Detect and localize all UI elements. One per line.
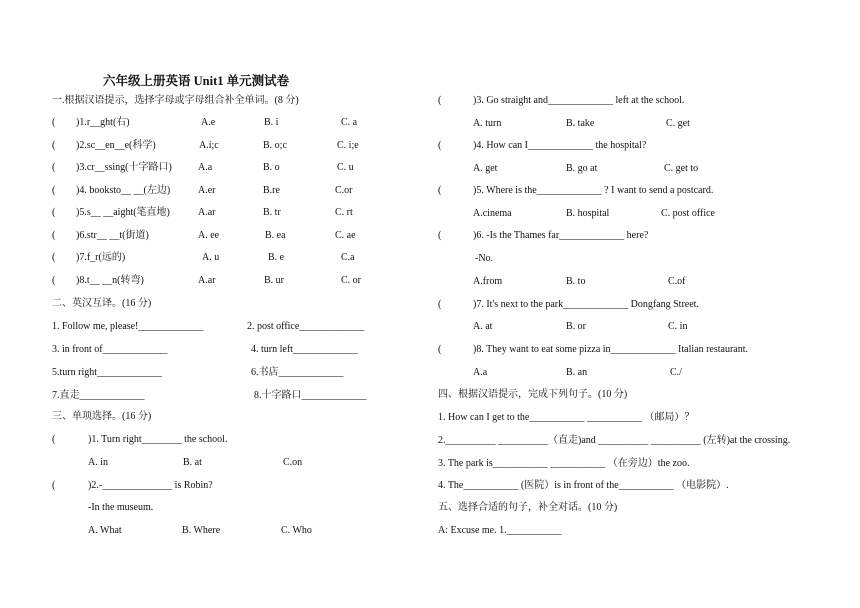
dialogue-line: A: Excuse me. 1.___________ [438, 525, 562, 536]
option-c: C.on [283, 457, 303, 468]
option-a: A. in [88, 457, 108, 468]
option-b: B. take [566, 118, 595, 129]
option-c: C. in [668, 321, 688, 332]
option-a: A.ar [198, 207, 216, 218]
option-a: A. turn [473, 118, 502, 129]
option-b: B. i [264, 117, 279, 128]
answer-paren: ( [52, 275, 56, 286]
page-title: 六年级上册英语 Unit1 单元测试卷 [103, 74, 290, 88]
option-a: A.er [198, 185, 216, 196]
option-c: C./ [670, 367, 682, 378]
option-b: B. o;c [263, 140, 287, 151]
translation-item: 5.turn right_____________ [52, 367, 162, 378]
question-text: )7.f_r(远的) [76, 252, 126, 263]
question-text: )8.t__ __n(转弯) [76, 275, 144, 286]
option-b: B. Where [182, 525, 221, 536]
answer-paren: ( [52, 434, 56, 445]
answer-paren: ( [52, 162, 56, 173]
option-c: C.of [668, 276, 686, 287]
answer-paren: ( [52, 140, 56, 151]
completion-item: 3. The park is___________ ___________ （在旁边）the zoo. [438, 458, 690, 469]
option-c: C. a [341, 117, 358, 128]
completion-item: 2.__________ __________（直走)and __________ __________ (左转)at the crossing. [438, 435, 791, 446]
option-a: A.a [473, 367, 488, 378]
option-b: B. tr [263, 207, 281, 218]
translation-item: 4. turn left_____________ [251, 344, 358, 355]
option-a: A. u [202, 252, 220, 263]
answer-paren: ( [52, 230, 56, 241]
option-c: C. get [666, 118, 690, 129]
option-a: A.from [473, 276, 503, 287]
option-c: C. i;e [337, 140, 359, 151]
option-b: B. an [566, 367, 588, 378]
option-a: A.a [198, 162, 213, 173]
answer-paren: ( [438, 299, 442, 310]
option-c: C. post office [661, 208, 715, 219]
option-b: B. ur [264, 275, 284, 286]
option-b: B. to [566, 276, 586, 287]
question-text: )3.cr__ssing(十字路口) [76, 162, 172, 173]
answer-paren: ( [438, 344, 442, 355]
question-text: )4. booksto__ __(左边) [76, 185, 171, 196]
option-a: A.cinema [473, 208, 512, 219]
question-text: )1.r__ght(右) [76, 117, 130, 128]
option-a: A. get [473, 163, 498, 174]
option-b: B. or [566, 321, 586, 332]
section-4-heading: 四、根据汉语提示，完成下列句子。(10 分) [438, 389, 628, 400]
translation-item: 7.直走_____________ [52, 390, 145, 401]
translation-item: 6.书店_____________ [251, 367, 344, 378]
option-a: A. at [473, 321, 493, 332]
answer-paren: ( [52, 252, 56, 263]
answer-paren: ( [52, 480, 56, 491]
option-b: B. e [268, 252, 285, 263]
option-b: B.re [263, 185, 280, 196]
answer-paren: ( [438, 95, 442, 106]
question-text: )2.sc__en__e(科学) [76, 140, 156, 151]
question-text: )1. Turn right________ the school. [88, 434, 228, 445]
option-a: A. What [88, 525, 122, 536]
completion-item: 1. How can I get to the___________ ___________ （邮局）？ [438, 412, 695, 423]
answer-paren: ( [52, 207, 56, 218]
answer-paren: ( [438, 185, 442, 196]
answer-paren: ( [52, 117, 56, 128]
section-5-heading: 五、选择合适的句子，补全对话。(10 分) [438, 502, 618, 513]
option-a: A.i;c [199, 140, 219, 151]
section-2-heading: 二、英汉互译。(16 分) [52, 298, 152, 309]
translation-item: 8.十字路口_____________ [254, 390, 367, 401]
answer-text: -In the museum. [88, 502, 154, 513]
completion-item: 4. The___________ (医院）is in front of the___________ （电影院）. [438, 480, 729, 491]
answer-text: -No. [475, 253, 494, 264]
question-text: )8. They want to eat some pizza in_____________ Italian restaurant. [473, 344, 749, 355]
option-b: B. at [183, 457, 202, 468]
option-b: B. o [263, 162, 280, 173]
option-b: B. ea [265, 230, 286, 241]
question-text: )3. Go straight and_____________ left at the school. [473, 95, 685, 106]
option-c: C. u [337, 162, 354, 173]
option-c: C. get to [664, 163, 699, 174]
option-a: A.ar [198, 275, 216, 286]
section-3-heading: 三、单项选择。(16 分) [52, 411, 152, 422]
question-text: )2.-______________ is Robin? [88, 480, 213, 491]
option-c: C. ae [335, 230, 356, 241]
question-text: )5. Where is the_____________ ? I want to send a postcard. [473, 185, 714, 196]
answer-paren: ( [438, 230, 442, 241]
question-text: )6. -Is the Thames far_____________ here? [473, 230, 649, 241]
option-a: A.e [201, 117, 216, 128]
option-c: C.or [335, 185, 353, 196]
answer-paren: ( [52, 185, 56, 196]
translation-item: 2. post office_____________ [247, 321, 365, 332]
option-c: C. Who [281, 525, 312, 536]
question-text: )4. How can I_____________ the hospital? [473, 140, 647, 151]
option-c: C. or [341, 275, 361, 286]
translation-item: 1. Follow me, please!_____________ [52, 321, 204, 332]
question-text: )5.s__ __aight(笔直地) [76, 207, 170, 218]
question-text: )7. It's next to the park_____________ Dongfang Street. [473, 299, 699, 310]
translation-item: 3. in front of_____________ [52, 344, 168, 355]
answer-paren: ( [438, 140, 442, 151]
section-1-heading: 一.根据汉语提示，选择字母或字母组合补全单词。(8 分) [52, 95, 299, 106]
option-b: B. hospital [566, 208, 610, 219]
option-b: B. go at [566, 163, 598, 174]
question-text: )6.str__ __t(街道) [76, 230, 149, 241]
option-a: A. ee [198, 230, 220, 241]
option-c: C.a [341, 252, 355, 263]
option-c: C. rt [335, 207, 353, 218]
